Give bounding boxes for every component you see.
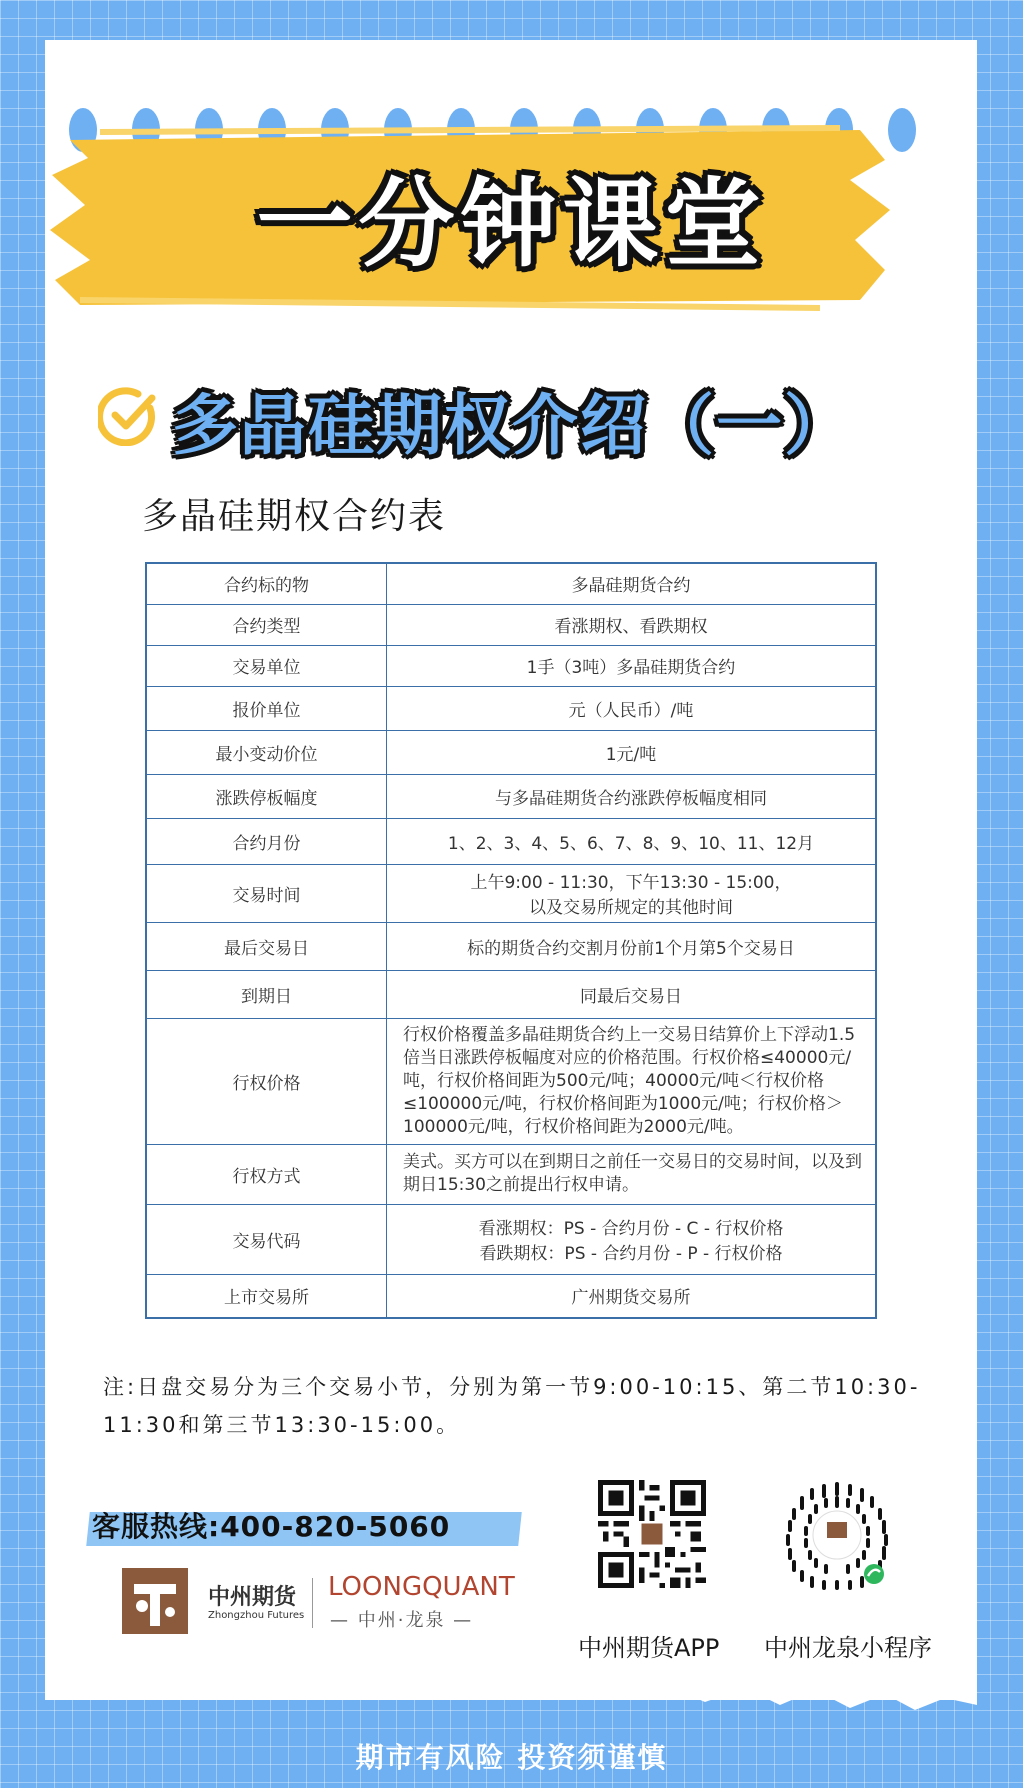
- row-label: 上市交易所: [146, 1274, 387, 1318]
- banner-title: 一分钟课堂: [256, 168, 767, 280]
- row-value: 标的期货合约交割月份前1个月第5个交易日: [387, 922, 877, 970]
- row-value: [387, 1204, 877, 1274]
- zhongzhou-english-name: Zhongzhou Futures: [208, 1610, 305, 1621]
- miniprogram-qr-code-icon[interactable]: [780, 1478, 894, 1592]
- row-value-line: 以及交易所规定的其他时间: [529, 898, 733, 918]
- row-value: 广州期货交易所: [387, 1274, 877, 1318]
- row-label: 合约类型: [146, 604, 387, 645]
- row-value: 1、2、3、4、5、6、7、8、9、10、11、12月: [387, 818, 877, 864]
- table-row: [146, 922, 876, 970]
- row-label: 交易代码: [146, 1204, 387, 1274]
- table-row: [146, 645, 876, 686]
- miniprogram-qr-label: 中州龙泉小程序: [764, 1634, 932, 1662]
- zhongzhou-logo-icon: [120, 1566, 190, 1636]
- check-circle-icon: [98, 386, 158, 446]
- logo-divider: [312, 1578, 313, 1628]
- table-row: [146, 1144, 876, 1204]
- row-value: 1元/吨: [387, 730, 877, 774]
- table-row: [146, 818, 876, 864]
- app-qr-label: 中州期货APP: [578, 1634, 720, 1662]
- table-row: [146, 686, 876, 730]
- row-label: 最小变动价位: [146, 730, 387, 774]
- loongquant-name: LOONGQUANT: [328, 1572, 515, 1602]
- table-row: [146, 774, 876, 818]
- row-label: 最后交易日: [146, 922, 387, 970]
- table-row: [146, 970, 876, 1018]
- loongquant-subtitle: — 中州·龙泉 —: [330, 1610, 474, 1631]
- contract-spec-table: [145, 562, 877, 1319]
- table-row: [146, 864, 876, 922]
- row-value-line: 上午9:00 - 11:30，下午13:30 - 15:00，: [470, 873, 792, 893]
- row-value: 多晶硅期货合约: [387, 563, 877, 604]
- row-value: 看涨期权、看跌期权: [387, 604, 877, 645]
- row-value-line: 看跌期权：PS - 合约月份 - P - 行权价格: [479, 1244, 783, 1264]
- table-row: [146, 563, 876, 604]
- row-value: [387, 864, 877, 922]
- row-label: 涨跌停板幅度: [146, 774, 387, 818]
- row-label: 合约标的物: [146, 563, 387, 604]
- row-value: 与多晶硅期货合约涨跌停板幅度相同: [387, 774, 877, 818]
- row-label: 行权价格: [146, 1018, 387, 1144]
- row-value: 美式。买方可以在到期日之前任一交易日的交易时间，以及到期日15:30之前提出行权申请。: [387, 1144, 877, 1204]
- zhongzhou-name: 中州期货: [208, 1585, 297, 1610]
- row-value: 同最后交易日: [387, 970, 877, 1018]
- section-title: 多晶硅期权介绍（一）: [172, 387, 852, 464]
- row-label: 报价单位: [146, 686, 387, 730]
- customer-hotline: 客服热线:400-820-5060: [92, 1510, 451, 1543]
- row-value-line: 看涨期权：PS - 合约月份 - C - 行权价格: [478, 1219, 784, 1239]
- risk-warning-footer: 期市有风险 投资须谨慎: [355, 1741, 668, 1774]
- app-qr-code-icon[interactable]: [598, 1480, 706, 1588]
- row-label: 合约月份: [146, 818, 387, 864]
- row-value: 行权价格覆盖多晶硅期货合约上一交易日结算价上下浮动1.5倍当日涨跌停板幅度对应的价格范围。行权价格≤40000元/吨，行权价格间距为500元/吨；40000元/吨＜行权价格≤100000元/吨，行权价格间距为1000元/吨；行权价格＞100000元/吨，行权价格间距为2000元/吨。: [387, 1018, 877, 1144]
- trading-session-note: 注:日盘交易分为三个交易小节，分别为第一节9:00-10:15、第二节10:30-11:30和第三节13:30-15:00。: [103, 1375, 921, 1437]
- row-label: 交易时间: [146, 864, 387, 922]
- row-value: 1手（3吨）多晶硅期货合约: [387, 645, 877, 686]
- table-row: [146, 1274, 876, 1318]
- table-row: [146, 730, 876, 774]
- row-label: 行权方式: [146, 1144, 387, 1204]
- row-label: 交易单位: [146, 645, 387, 686]
- table-row: [146, 1018, 876, 1144]
- row-label: 到期日: [146, 970, 387, 1018]
- table-row: [146, 1204, 876, 1274]
- row-value: 元（人民币）/吨: [387, 686, 877, 730]
- table-subtitle: 多晶硅期权合约表: [142, 496, 447, 537]
- table-row: [146, 604, 876, 645]
